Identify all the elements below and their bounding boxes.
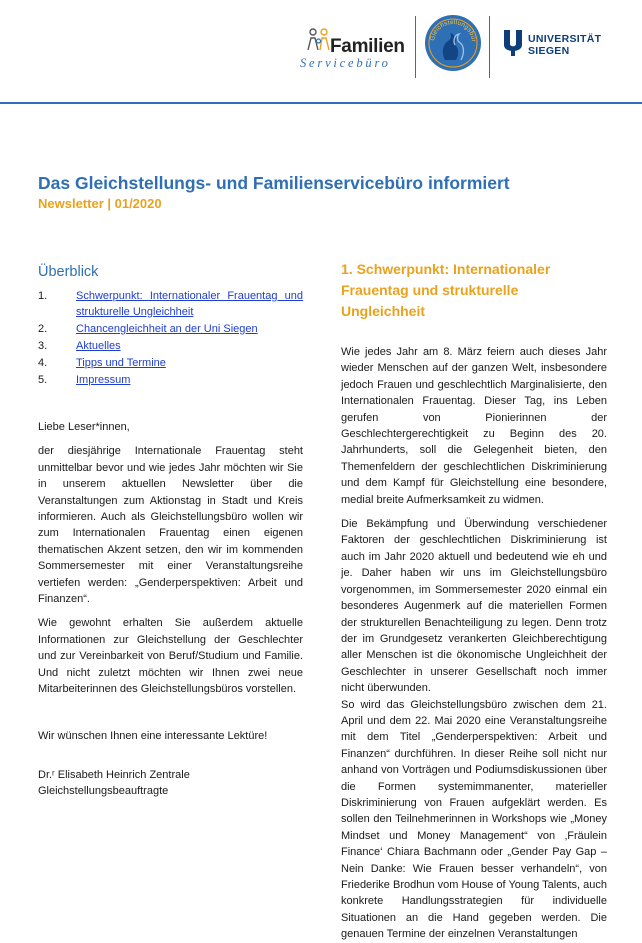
letter-closing: Wir wünschen Ihnen eine interessante Lektüre! [38, 729, 268, 742]
university-line-2: SIEGEN [528, 45, 570, 57]
toc-item [38, 321, 303, 337]
toc-link-impressum[interactable]: Impressum [76, 374, 131, 386]
toc-link-schwerpunkt[interactable]: Schwerpunkt: Internationaler Frauentag und strukturelle Ungleichheit [76, 290, 303, 318]
right-column [341, 259, 607, 943]
section-heading: 1. Schwerpunkt: Internationaler Frauentag und strukturelle Ungleichheit [341, 261, 551, 319]
section-paragraph: Die Bekämpfung und Überwindung verschiedener Faktoren der geschlechtlichen Diskriminierung ist auch im Jahr 2020 aktuell und bedeutend wie eh und je. Daher haben wir uns im Gleichstellungsbüro vorgenommen, im Sommersemester 2020 einmal ein besonderes Augenmerk auf die materiellen Formen der strukturellen Benachteiligung zu legen. Denn trotz der im Grundgesetz verankerten Gleichberechtigung aller Menschen ist die ökonomische Ungleichheit der Geschlechter in unserer Gesellschaft noch immer nicht überwunden. [341, 518, 607, 695]
toc-item [38, 288, 303, 320]
universitaet-siegen-logo [502, 28, 612, 64]
section-paragraph: So wird das Gleichstellungsbüro zwischen dem 21. April und dem 22. Mai 2020 eine Veranstaltungsreihe mit dem Titel „Genderperspektiven: Arbeit und Finanzen“ durchführen. In dieser Reihe soll nicht nur anhand von Vorträgen und Podiumsdiskussionen über die Formen systemimmanenter, materieller Diskriminierung von Frauen aufgeklärt werden. Es sollen den Teilnehmerinnen in Workshops wie „Money Mindset und Money Management“ von ‚Fräulein Finance‘ Chiara Bachmann oder „Gender Pay Gap – Nein Danke: Wie Frauen besser verhandeln“, von Friederike Brodhun vom House of Young Talents, auch konkrete Handlungsstrategien für individuelle Situationen an die Hand gegeben werden. Die genauen Termine der einzelnen Veranstaltungen [341, 698, 607, 941]
toc-item [38, 355, 303, 371]
overview-heading: Überblick [38, 264, 99, 280]
seal-text: Gleichstellungsbür [429, 18, 477, 43]
toc-number: 4. [38, 357, 48, 369]
letter-signature: Dr.ʳ Elisabeth Heinrich Zentrale Gleichstellungsbeauftragte [38, 768, 190, 798]
toc-link-chancengleichheit[interactable]: Chancengleichheit an der Uni Siegen [76, 323, 258, 335]
toc-number: 5. [38, 374, 48, 386]
left-column [38, 264, 303, 800]
toc-number: 3. [38, 340, 48, 352]
toc-item [38, 338, 303, 354]
toc-number: 1. [38, 290, 48, 302]
servicebuero-wordmark: Servicebüro [300, 56, 391, 70]
letter-paragraph: der diesjährige Internationale Frauentag steht unmittelbar bevor und wie jedes Jahr möchten wir Sie in unserem aktuellen Newsletter über die Veranstaltungen zum Aktionstag in Stadt und Kreis informieren. Auch als Gleichstellungsbüro wollen wir zum Internationalen Frauentag einen eigenen thematischen Akzent setzen, den wir im kommenden Sommersemester mit einer Veranstaltungsreihe vertiefen werden: „Genderperspektiven: Arbeit und Finanzen“. [38, 445, 303, 606]
university-emblem-icon [502, 30, 524, 56]
page-title: Das Gleichstellungs- und Familienservicebüro informiert [38, 173, 510, 193]
section-paragraph: Wie jedes Jahr am 8. März feiern auch dieses Jahr wieder Menschen auf der ganzen Welt, insbesondere jedoch Frauen und geschlechtlich Marginalisierte, den Internationalen Frauentag. Dieser Tag, ins Leben gerufen von Pionierinnen der Geschlechtergerechtigkeit zu Beginn des 20. Jahrhunderts, soll die Gelegenheit bieten, den Themenfeldern der geschlechtlichen Diskriminierung und dem Kampf für Gleichstellung eine besondere, medial breite Aufmerksamkeit zu widmen. [341, 346, 607, 506]
table-of-contents [38, 288, 303, 388]
letter-paragraph: Wie gewohnt erhalten Sie außerdem aktuelle Informationen zur Gleichstellung der Geschlechter und zur Vereinbarkeit von Beruf/Studium und Familie. Und nicht zuletzt möchten wir Ihnen zwei neue Mitarbeiterinnen des Gleichstellungsbüros vorstellen. [38, 617, 303, 696]
header-rule [0, 102, 642, 104]
familien-servicebuero-logo [298, 26, 408, 72]
logo-divider [415, 16, 416, 78]
letter-greeting: Liebe Leser*innen, [38, 421, 130, 433]
university-line-1: UNIVERSITÄT [528, 33, 602, 45]
newsletter-issue: Newsletter | 01/2020 [38, 196, 162, 211]
toc-link-tipps-termine[interactable]: Tipps und Termine [76, 357, 166, 369]
toc-item [38, 372, 303, 388]
toc-link-aktuelles[interactable]: Aktuelles [76, 340, 121, 352]
page-header [0, 0, 642, 105]
gleichstellungsbuero-seal [424, 14, 482, 72]
university-wordmark [528, 33, 601, 57]
familien-wordmark: Familien [330, 36, 405, 57]
toc-number: 2. [38, 323, 48, 335]
logo-divider [489, 16, 490, 78]
